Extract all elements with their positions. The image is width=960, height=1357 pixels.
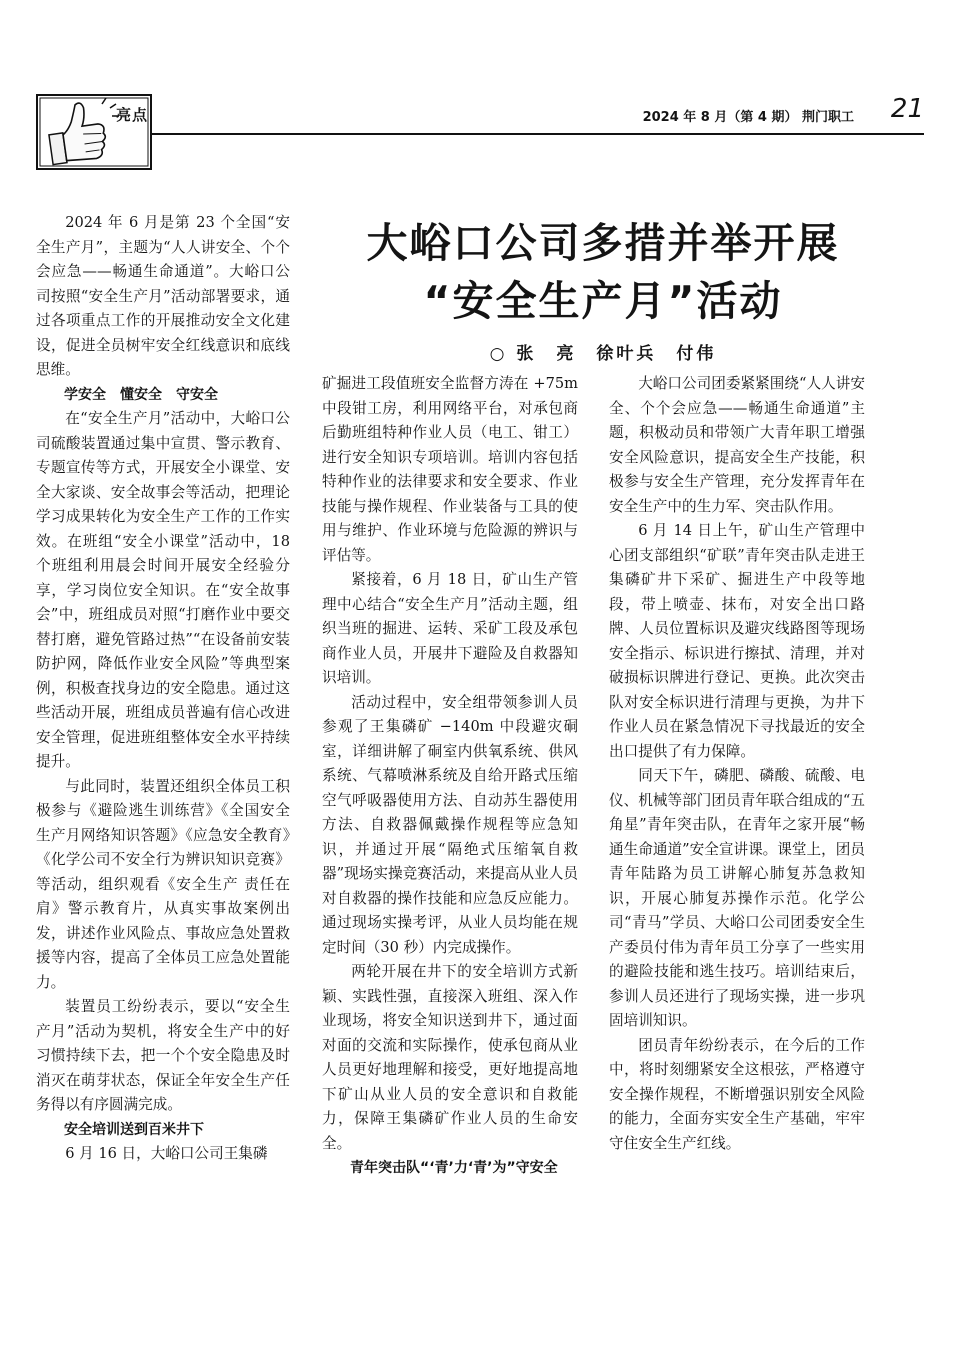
paragraph: 两轮开展在井下的安全培训方式新颖、实践性强，直接深入班组、深入作业现场，将安全知识送到井下，通过面对面的交流和实际操作，使承包商从业人员更好地理解和接受，更好地提高地下矿山从业人员的安全意识和自救能力，保障王集磷矿作业人员的生命安全。	[322, 963, 578, 1152]
paragraph: 活动过程中，安全组带领参训人员参观了王集磷矿 −140m 中段避灾硐室，详细讲解了硐室内供氧系统、供风系统、气幕喷淋系统及自给开路式压缩空气呼吸器使用方法、自动苏生器使用方法、自救器佩戴操作规程等应急知识，并通过开展“隔绝式压缩氧自救器”现场实操竞赛活动，来提高从业人员对自救器的操作技能和应急反应能力。通过现场实操考评，从业人员均能在规定时间（30 秒）内完成操作。	[322, 693, 578, 956]
title-line-1: 大峪口公司多措并举开展	[366, 219, 840, 267]
paragraph: 与此同时，装置还组织全体员工积极参与《避险逃生训练营》《全国安全生产月网络知识答题》《应急安全教育》《化学公司不安全行为辨识知识竞赛》等活动，组织观看《安全生产 责任在肩》警示教育片，从真实事故案例出发，讲述作业风险点、事故应急处置救援等内容，提高了全体员工应急处置能力。	[36, 777, 290, 991]
subheading: 青年突击队“‘青’力‘青’为”守安全	[350, 1160, 558, 1176]
section-tag: 亮点	[116, 106, 149, 124]
column-3	[609, 372, 865, 1156]
paragraph: 2024 年 6 月是第 23 个全国“安全生产月”，主题为“人人讲安全、个个会应急——畅通生命通道”。大峪口公司按照“安全生产月”活动部署要求，通过各项重点工作的开展推动安全文化建设，促进全员树牢安全红线意识和底线思维。	[36, 214, 290, 378]
paragraph: 大峪口公司团委紧紧围绕“人人讲安全、个个会应急——畅通生命通道”主题，积极动员和带领广大青年职工增强安全风险意识，提高安全生产技能，积极参与安全生产管理，充分发挥青年在安全生产中的生力军、突击队作用。	[609, 375, 865, 515]
issue-info: 2024 年 8 月（第 4 期） 荆门职工	[642, 110, 854, 125]
subheading: 学安全 懂安全 守安全	[64, 386, 218, 403]
title-line-2: “安全生产月”活动	[423, 277, 783, 325]
paragraph: 团员青年纷纷表示，在今后的工作中，将时刻绷紧安全这根弦，严格遵守安全操作规程，不断增强识别安全风险的能力，全面夯实安全生产基础，牢牢守住安全生产红线。	[609, 1036, 865, 1152]
byline: ○ 张 亮 徐叶兵 付伟	[489, 344, 717, 364]
column-2	[322, 372, 578, 1181]
header-rule	[152, 133, 924, 135]
paragraph: 6 月 14 日上午，矿山生产管理中心团支部组织“矿联”青年突击队走进王集磷矿井下采矿、掘进生产中段等地段，带上喷壶、抹布，对安全出口路牌、人员位置标识及避灾线路图等现场安全指示、标识进行擦拭、清理，并对破损标识牌进行登记、更换。此次突击队对安全标识进行清理与更换，为井下作业人员在紧急情况下寻找最近的安全出口提供了有力保障。	[609, 522, 865, 760]
paragraph: 同天下午，磷肥、磷酸、硫酸、电仪、机械等部门团员青年联合组成的“五角星”青年突击队，在青年之家开展“畅通生命通道”安全宣讲课。课堂上，团员青年陆路为员工讲解心肺复苏急救知识，开展心肺复苏操作示范。化学公司“青马”学员、大峪口公司团委安全生产委员付伟为青年员工分享了一些实用的避险技能和逃生技巧。培训结束后，参训人员还进行了现场实操，进一步巩固培训知识。	[609, 767, 865, 1029]
paragraph: 6 月 16 日，大峪口公司王集磷	[65, 1145, 268, 1162]
paragraph: 装置员工纷纷表示，要以“安全生产月”活动为契机，将安全生产中的好习惯持续下去，把一个个安全隐患及时消灭在萌芽状态，保证全年安全生产任务得以有序圆满完成。	[36, 998, 290, 1113]
paragraph: 在“安全生产月”活动中，大峪口公司硫酸装置通过集中宣贯、警示教育、专题宣传等方式，开展安全小课堂、安全大家谈、安全故事会等活动，把理论学习成果转化为安全生产工作的工作实效。在班组“安全小课堂”活动中，18 个班组利用晨会时间开展安全经验分享，学习岗位安全知识。在“安全故事会”中，班组成员对照“打磨作业中要交替打磨，避免管路过热”“在设备前安装防护网，降低作业安全风险”等典型案例，积极查找身边的安全隐患。通过这些活动开展，班组成员普遍有信心改进安全管理，促进班组整体安全水平持续提升。	[36, 410, 290, 770]
subheading: 安全培训送到百米井下	[64, 1121, 204, 1138]
page-header	[36, 94, 924, 176]
page-number: 21	[890, 94, 924, 124]
paragraph: 矿掘进工段值班安全监督方涛在 +75m 中段钳工房，利用网络平台，对承包商后勤班组特种作业人员（电工、钳工）进行安全知识专项培训。培训内容包括特种作业的法律要求和安全要求、作业技能与操作规程、作业装备与工具的使用与维护、作业环境与危险源的辨识与评估等。	[322, 375, 578, 564]
paragraph: 紧接着，6 月 18 日，矿山生产管理中心结合“安全生产月”活动主题，组织当班的掘进、运转、采矿工段及承包商作业人员，开展井下避险及自救器知识培训。	[322, 571, 578, 686]
article-title	[318, 214, 888, 330]
column-1	[36, 211, 290, 1167]
